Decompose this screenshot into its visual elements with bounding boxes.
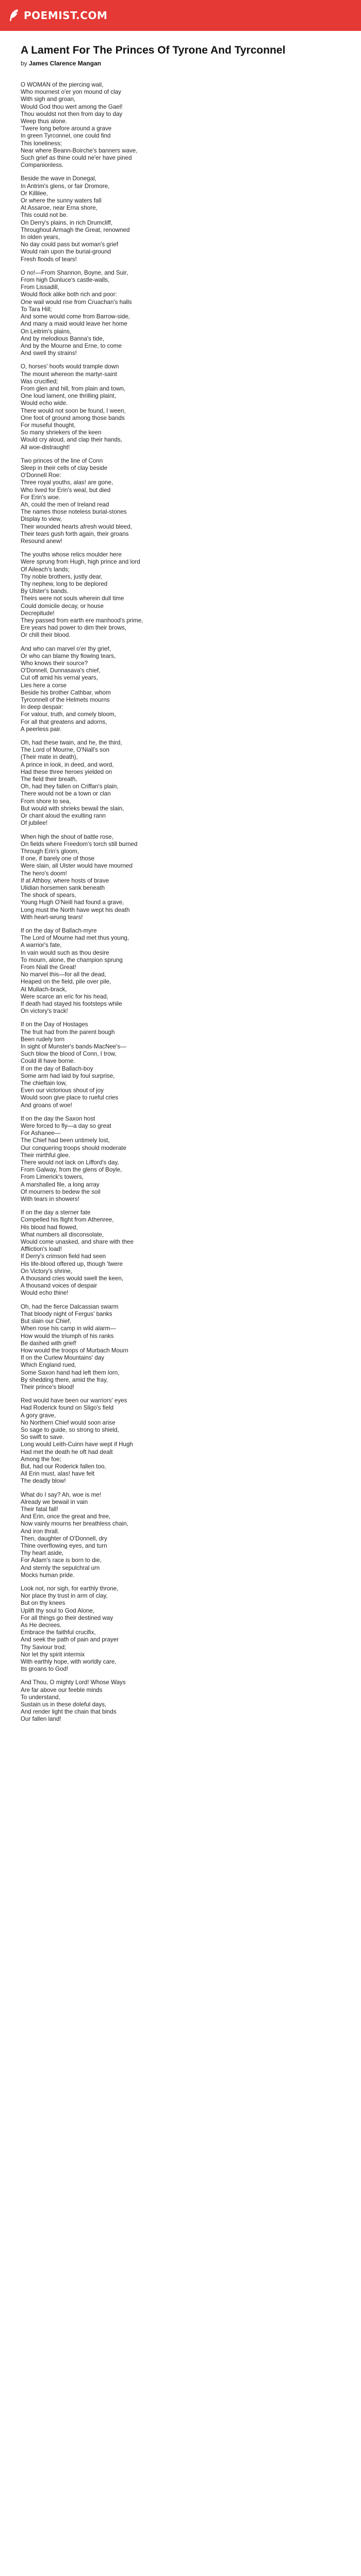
poem-line: There would not lack on Lifford's day,	[21, 1159, 119, 1166]
poem-line: O WOMAN of the piercing wail,	[21, 81, 104, 88]
poem-line: If on the day the Saxon host	[21, 1115, 95, 1122]
poem-line: As He decrees.	[21, 1622, 62, 1629]
poem-stanza	[21, 551, 340, 639]
poem-line: In sight of Munster's bands-MacNee's—	[21, 1043, 126, 1050]
poem-line: Long would Leith-Cuinn have wept if Hugh	[21, 1441, 133, 1448]
poem-line: Three royal youths, alas! are gone,	[21, 479, 113, 486]
poem-line: Of mourners to bedew the soil	[21, 1188, 101, 1195]
poem-line: Could domicile decay, or house	[21, 602, 104, 609]
poem-line: This loneliness;	[21, 140, 62, 147]
site-logo-text: POEMIST.COM	[24, 9, 108, 22]
byline-label: by	[21, 60, 27, 67]
poem-line: On Victory's shrine,	[21, 1267, 72, 1275]
poem-line: Near where Beann-Boirche's banners wave,	[21, 147, 138, 154]
poem-line: At Mullach-brack,	[21, 986, 67, 993]
poem-stanza	[21, 81, 340, 169]
poem-line: A thousand cries would swell the keen,	[21, 1275, 124, 1282]
poem-stanza	[21, 269, 340, 357]
poem-line: Uplift thy soul to God Alone,	[21, 1607, 95, 1614]
poem-line: Throughout Armagh the Great, renowned	[21, 226, 130, 233]
poem-title: A Lament For The Princes Of Tyrone And Tyrconnel	[21, 44, 286, 56]
poem-line: Were forced to fly—a day so great	[21, 1123, 111, 1130]
poem-line: Cut off amid his vernal years,	[21, 674, 98, 682]
poem-line: Lies here a corse	[21, 682, 67, 689]
poem-stanza	[21, 1021, 340, 1109]
poem-line: And by melodious Banna's tide,	[21, 335, 105, 342]
poem-line: Thy nephew, long to be deplored	[21, 581, 108, 587]
poem-line: Oh, had these twain, and he, the third,	[21, 739, 122, 747]
poem-line: Now vainly mourns her breathless chain,	[21, 1520, 128, 1528]
poem-line: Beside his brother Cathbar, whom	[21, 689, 111, 696]
poem-line: Were scarce an eric for his head,	[21, 993, 108, 1000]
poem-line: By Ulster's bands.	[21, 588, 69, 595]
poem-line: If on the day of Ballach-boy	[21, 1065, 93, 1072]
poem-line: Resound anew!	[21, 537, 62, 545]
poem-line: And sternly the sepulchral urn	[21, 1564, 100, 1571]
poem-line: From high Dunluce's castle-walls,	[21, 277, 110, 284]
poem-line: And Thou, O mighty Lord! Whose Ways	[21, 1679, 126, 1686]
poem-line: Had these three heroes yielded on	[21, 768, 112, 775]
poem-line: Nor place thy trust in arm of clay,	[21, 1592, 108, 1600]
site-logo[interactable]	[8, 8, 107, 23]
poem-line: One wail would rise from Cruachan's halls	[21, 298, 132, 306]
poem-line: Would echo thine!	[21, 1290, 69, 1297]
poem-line: Or chant aloud the exulting rann	[21, 812, 106, 820]
poem-line: Their mirthful glee.	[21, 1151, 71, 1159]
poem-line: And groans of woe!	[21, 1101, 72, 1109]
poem-line: (Their mate in death),	[21, 754, 78, 761]
poem-line: The chieftain low,	[21, 1080, 67, 1087]
poem-line: On Derry's plains, in rich Drumcliff,	[21, 219, 112, 226]
poem-line: To Tara Hill;	[21, 306, 52, 313]
poem-line: The Lord of Mourne, O'Niall's son	[21, 747, 109, 754]
poem-line: Nor let thy spirit intermix	[21, 1651, 85, 1658]
poem-line: Two princes of the line of Conn	[21, 457, 103, 464]
poem-line: With sigh and groan,	[21, 96, 76, 103]
poem-stanza	[21, 457, 340, 545]
poem-line: One foot of ground among those bands	[21, 414, 125, 421]
poem-line: No marvel this—for all the dead,	[21, 971, 106, 978]
poem-line: Ulidian horsemen sank beneath	[21, 884, 105, 891]
poem-stanza	[21, 1679, 340, 1723]
poem-line: The deadly blow!	[21, 1478, 66, 1485]
poem-line: From Galway, from the glens of Boyle,	[21, 1166, 122, 1174]
poem-line: Or who can blame thy flowing tears,	[21, 652, 116, 659]
poem-line: Embrace the faithful crucifix,	[21, 1629, 96, 1636]
poem-body	[21, 81, 340, 1723]
poem-line: When high the shout of battle rose,	[21, 833, 113, 840]
poem-line: Of jubilee!	[21, 820, 48, 827]
poem-line: A prince in look, in deed, and word,	[21, 761, 114, 768]
poem-line: What numbers all disconsolate,	[21, 1231, 104, 1238]
poem-line: Their tears gush forth again, their groans	[21, 530, 129, 537]
poem-line: Be dashed with grief!	[21, 1340, 77, 1347]
poem-line: A warrior's fate,	[21, 942, 62, 949]
poem-line: Among the foe;	[21, 1455, 61, 1463]
poem-line: Our fallen land!	[21, 1716, 61, 1723]
poem-line: How would the triumph of his ranks	[21, 1332, 114, 1340]
poem-line: Compelled his flight from Athenree,	[21, 1216, 114, 1224]
poem-stanza	[21, 1115, 340, 1203]
poem-line: There would not be a town or clan	[21, 790, 111, 798]
poem-line: Was crucified;	[21, 378, 58, 385]
poem-line: Look not, nor sigh, for earthly throne,	[21, 1585, 119, 1592]
poem-line: For Ashanee—	[21, 1130, 61, 1137]
poem-line: In deep despair:	[21, 704, 64, 711]
poem-line: If death had stayed his footsteps while	[21, 1000, 122, 1007]
poem-line: Already we bewail in vain	[21, 1498, 88, 1505]
poem-line: Would God thou wert among the Gael!	[21, 103, 123, 110]
poem-line: Such grief as thine could ne'er have pined	[21, 155, 132, 162]
poem-line: When rose his camp in wild alarm—	[21, 1325, 116, 1332]
poem-line: And some would come from Barrow-side,	[21, 313, 130, 320]
poem-stanza	[21, 363, 340, 451]
site-header	[0, 0, 361, 31]
poem-line: Sleep in their cells of clay beside	[21, 464, 108, 471]
poem-line: Companionless.	[21, 162, 64, 169]
poem-line: With earthly hope, with worldly care,	[21, 1658, 117, 1666]
poem-line: All Erin must, alas! have felt	[21, 1470, 95, 1478]
poem-line: Its groans to God!	[21, 1666, 69, 1673]
poem-line: Thy Saviour trod;	[21, 1643, 67, 1651]
poem-line: The fruit had from the parent bough	[21, 1028, 115, 1036]
poem-stanza	[21, 1492, 340, 1579]
poem-line: Who lived for Erin's weal, but died	[21, 486, 111, 494]
poem-line: Even our victorious shout of joy	[21, 1087, 104, 1094]
poem-line: In olden years,	[21, 234, 60, 241]
poem-line: Could ill have borne.	[21, 1058, 75, 1065]
poem-line: Display to view,	[21, 516, 62, 523]
poem-line: If one, if barely one of those	[21, 855, 95, 862]
poem-line: For museful thought,	[21, 421, 76, 429]
poem-line: But on thy knees	[21, 1600, 65, 1607]
poem-stanza	[21, 1397, 340, 1485]
poem-line: Their wounded hearts afresh would bleed,	[21, 523, 132, 530]
poem-line: Through Erin's gloom,	[21, 848, 79, 855]
poem-line: Long must the North have wept his death	[21, 906, 130, 913]
poem-line: Would echo wide.	[21, 400, 68, 407]
poem-line: In vain would such as thou desire	[21, 949, 109, 956]
poem-line: No day could pass but woman's grief	[21, 241, 119, 248]
poem-line: O no!—From Shannon, Boyne, and Suir,	[21, 269, 128, 276]
poem-line: The Lord of Mourne had met thus young,	[21, 935, 129, 942]
poem-line: Thy noble brothers, justly dear,	[21, 573, 103, 580]
poem-line: So many shriekers of the keen	[21, 429, 102, 436]
poem-line: And by the Mourne and Erne, to come	[21, 342, 122, 349]
poem-stanza	[21, 1585, 340, 1673]
poem-line: Affliction's load!	[21, 1246, 62, 1253]
poem-line: On fields where Freedom's torch still burned	[21, 840, 138, 848]
poem-line: That bloody night of Fergus' banks	[21, 1310, 112, 1317]
poem-line: Tyrconnell of the Helmets mourns	[21, 697, 110, 704]
poem-line: Sustain us in these doleful days,	[21, 1701, 107, 1708]
poem-line: For Erin's woe.	[21, 494, 60, 501]
poem-line: By shedding there, amid the fray,	[21, 1376, 108, 1383]
poem-line: If Derry's crimson field had seen	[21, 1253, 106, 1260]
poem-line: Then, daughter of O'Donnell, dry	[21, 1535, 107, 1542]
poem-line: For Adam's race is born to die,	[21, 1557, 102, 1564]
poem-line: They passed from earth ere manhood's prime,	[21, 617, 143, 624]
poem-line: Heaped on the field, pile over pile,	[21, 978, 111, 986]
poem-line: The Chief had been untimely lost,	[21, 1137, 110, 1144]
poem-line: Oh, had the fierce Dalcassian swarm	[21, 1303, 119, 1310]
poem-line: Ere years had power to dim their brows,	[21, 624, 126, 632]
poem-line: From shore to sea,	[21, 798, 71, 805]
poem-line: The hero's doom!	[21, 870, 67, 877]
poem-line: For all that greatens and adorns,	[21, 718, 107, 725]
poem-byline	[21, 59, 340, 68]
poem-line: Would cry aloud, and clap their hands,	[21, 436, 122, 444]
poem-line: Were slain, all Ulster would have mourned	[21, 862, 133, 870]
poem-line: In green Tyrconnel, one could find	[21, 132, 111, 140]
poem-line: A thousand voices of despair	[21, 1282, 97, 1290]
poem-line: From Lissadill,	[21, 284, 59, 291]
poem-line: Weep thus alone.	[21, 118, 68, 125]
poem-stanza	[21, 1303, 340, 1391]
poem-line: From Niall the Great!	[21, 963, 76, 971]
poem-line: The shock of spears,	[21, 892, 76, 899]
poem-line: All woe-distraught!	[21, 444, 70, 451]
poem-line: If at Athboy, where hosts of brave	[21, 877, 109, 884]
poem-line: And who can marvel o'er thy grief,	[21, 645, 111, 652]
poem-line: 'Twere long before around a grave	[21, 125, 112, 132]
poem-line: Such blow the blood of Conn, I trow,	[21, 1050, 117, 1058]
poem-line: Or where the sunny waters fall	[21, 197, 102, 205]
poem-line: Theirs were not souls wherein dull time	[21, 595, 124, 602]
poem-line: Some arm had laid by foul surprise,	[21, 1072, 115, 1079]
poem-line: How would the troops of Murbach Mourn	[21, 1347, 128, 1354]
poem-line: The field their breath,	[21, 776, 77, 783]
poem-line: Of Aileach's lands;	[21, 566, 70, 573]
feather-pen-icon	[8, 9, 20, 22]
poem-article	[21, 43, 340, 1730]
poem-line: Oh, had they fallen on Criffan's plain,	[21, 783, 119, 790]
poem-line: For valour, truth, and comely bloom,	[21, 711, 116, 718]
poem-line: His life-blood offered up, though 'twere	[21, 1260, 123, 1267]
poem-line: So sage to guide, so strong to shield,	[21, 1426, 119, 1433]
poem-stanza	[21, 646, 340, 733]
poem-line: Or chill their blood.	[21, 632, 71, 639]
poem-line: Their prince's blood!	[21, 1383, 75, 1391]
poem-stanza	[21, 175, 340, 263]
poem-line: Would come unasked, and share with thee	[21, 1239, 134, 1246]
poem-line: A marshalled file, a long array	[21, 1181, 100, 1188]
poem-line: To mourn, alone, the champion sprung	[21, 956, 123, 963]
poem-line: With heart-wrung tears!	[21, 913, 83, 921]
poem-line: O'Donnell Roe:	[21, 472, 61, 479]
poem-line: Would soon give place to rueful cries	[21, 1094, 119, 1101]
poem-line: Or Killilee,	[21, 190, 48, 197]
poem-line: With tears in showers!	[21, 1196, 80, 1203]
poem-line: Beside the wave in Donegal,	[21, 175, 96, 182]
poem-line: A peerless pair.	[21, 725, 62, 733]
poem-line: Our conquering troops should moderate	[21, 1144, 126, 1151]
poem-line: The mount whereon the martyr-saint	[21, 370, 117, 378]
poem-line: There would not soon be found, I ween,	[21, 407, 126, 414]
poem-line: A gory grave,	[21, 1412, 56, 1419]
poem-line: O, horses' hoofs would trample down	[21, 363, 119, 370]
poem-line: And iron thrall.	[21, 1528, 59, 1535]
poem-line: Had met the death he oft had dealt	[21, 1448, 113, 1455]
poem-line: Thy heart aside,	[21, 1550, 64, 1557]
poem-line: His blood had flowed,	[21, 1224, 78, 1231]
poem-line: At Assaroe, near Erna shore,	[21, 205, 97, 212]
poem-line: Had Roderick found on Sligo's field	[21, 1404, 114, 1412]
poem-line: Were sprung from Hugh, high prince and lord	[21, 558, 140, 566]
poem-line: Would rain upon the burial-ground	[21, 248, 111, 256]
poem-line: Thou wouldst not then from day to day	[21, 110, 123, 117]
poem-line: Red would have been our warriors' eyes	[21, 1397, 127, 1404]
poem-line: No Northern Chief would soon arise	[21, 1419, 116, 1426]
poem-stanza	[21, 1209, 340, 1297]
author-link[interactable]: James Clarence Mangan	[29, 60, 102, 67]
poem-line: On Leitrim's plains,	[21, 328, 72, 335]
poem-line: Mocks human pride.	[21, 1571, 75, 1579]
poem-stanza	[21, 739, 340, 827]
poem-line: Young Hugh O'Neill had found a grave,	[21, 899, 124, 906]
poem-line: But slain our Chief,	[21, 1318, 71, 1325]
poem-line: Ah, could the men of Ireland read	[21, 501, 109, 508]
poem-line: To understand,	[21, 1693, 60, 1701]
poem-line: What do I say? Ah, woe is me!	[21, 1491, 101, 1498]
poem-line: Who knows their source?	[21, 660, 88, 667]
poem-line: Some Saxon hand had left them lorn,	[21, 1369, 120, 1376]
poem-line: And many a maid would leave her home	[21, 320, 127, 328]
poem-line: For all things go their destined way	[21, 1614, 113, 1621]
poem-stanza	[21, 834, 340, 921]
poem-line: Thine overflowing eyes, and turn	[21, 1542, 107, 1549]
poem-line: And swell thy strains!	[21, 350, 77, 357]
poem-line: But, had our Roderick fallen too,	[21, 1463, 106, 1470]
poem-line: And seek the path of pain and prayer	[21, 1636, 119, 1643]
poem-line: In Antrim's glens, or fair Dromore,	[21, 182, 110, 190]
poem-line: Decrepitude!	[21, 609, 55, 617]
poem-line: This could not be.	[21, 212, 68, 219]
poem-line: From Limerick's towers,	[21, 1174, 84, 1181]
poem-line: And render light the chain that binds	[21, 1708, 117, 1716]
poem-line: Been rudely torn	[21, 1036, 65, 1043]
poem-line: If on the Curlew Mountains' day	[21, 1354, 105, 1362]
poem-line: One loud lament, one thrilling plaint,	[21, 393, 116, 400]
poem-line: The names those noteless burial-stones	[21, 509, 127, 516]
poem-line: O'Donnell, Dunnasava's chief,	[21, 667, 101, 674]
poem-line: Which England rued,	[21, 1362, 76, 1369]
poem-line: If on the Day of Hostages	[21, 1021, 88, 1028]
poem-line: Who mournest o'er yon mound of clay	[21, 89, 121, 96]
poem-line: So swift to save.	[21, 1434, 64, 1441]
poem-line: Would flock alike both rich and poor:	[21, 291, 117, 298]
poem-line: Are far above our feeble minds	[21, 1686, 103, 1693]
poem-line: Their fatal fall!	[21, 1505, 58, 1513]
poem-line: But would with shrieks bewail the slain,	[21, 805, 124, 812]
poem-line: On victory's track!	[21, 1008, 68, 1015]
poem-line: And Erin, once the great and free,	[21, 1513, 111, 1520]
poem-line: Fresh floods of tears!	[21, 256, 77, 263]
poem-line: The youths whose relics moulder here	[21, 551, 122, 558]
poem-line: If on the day a sterner fate	[21, 1209, 91, 1216]
poem-line: If on the day of Ballach-myre	[21, 927, 97, 934]
poem-line: From glen and hill, from plain and town,	[21, 385, 125, 392]
poem-stanza	[21, 927, 340, 1015]
